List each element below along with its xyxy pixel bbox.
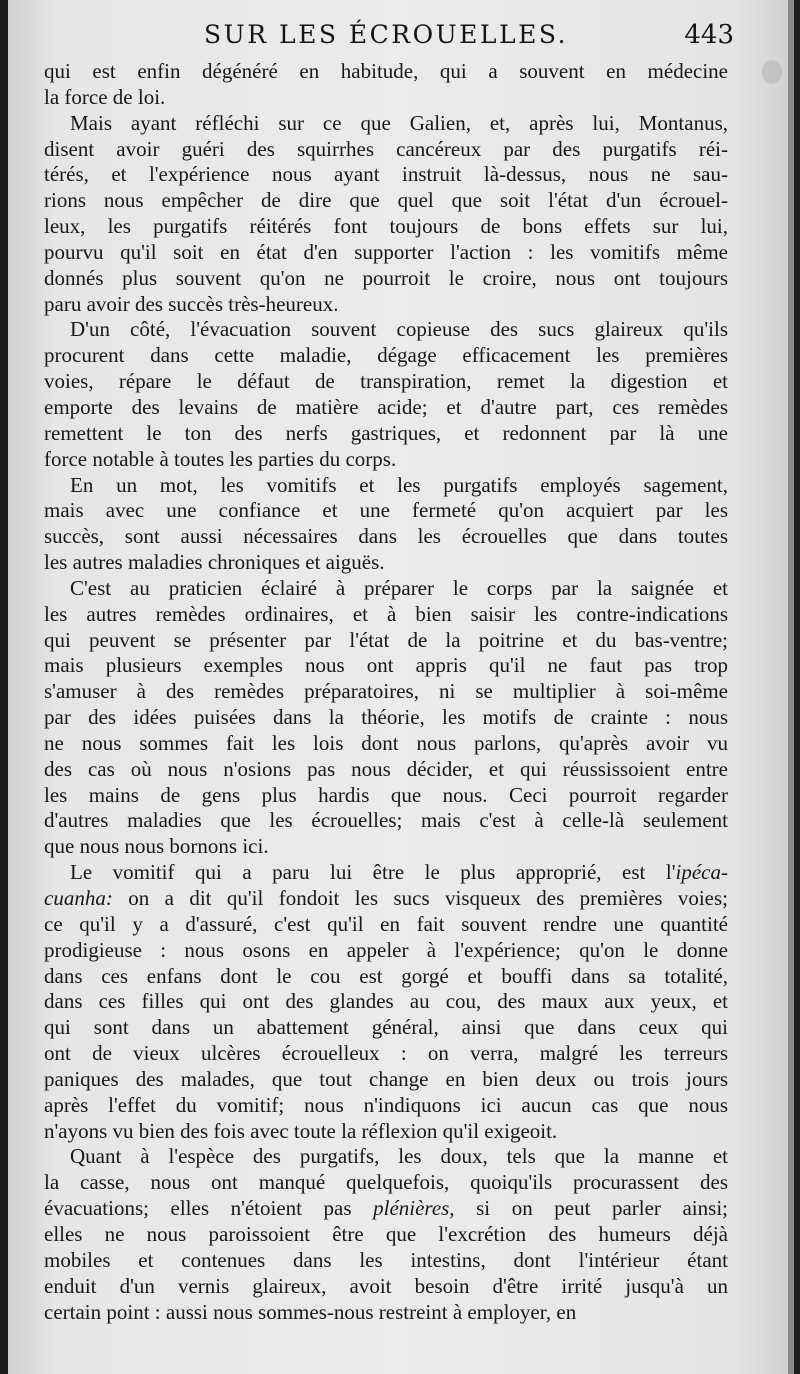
text-line: paru avoir des succès très-heureux. <box>44 291 339 316</box>
text-line: la force de loi. <box>44 84 166 109</box>
text-line: mais plusieurs exemples nous ont appris qu'il ne faut pas trop <box>44 653 728 678</box>
text-line: Mais ayant réfléchi sur ce que Galien, et, après lui, Montanus, <box>70 110 728 135</box>
text-line: pourvu qu'il soit en état d'en supporter l'action : les vomitifs même <box>44 239 728 264</box>
text-line: force notable à toutes les parties du corps. <box>44 446 397 471</box>
text-line: ce qu'il y a d'assuré, c'est qu'il en fait souvent rendre une quantité <box>44 911 728 936</box>
text-line: qui peuvent se présenter par l'état de la poitrine et du bas-ventre; <box>44 627 728 652</box>
text-line: après l'effet du vomitif; nous n'indiquons ici aucun cas que nous <box>44 1092 728 1117</box>
text-line: elles ne nous paroissoient être que l'excrétion des humeurs déjà <box>44 1221 728 1246</box>
text-line: mobiles et contenues dans les intestins, dont l'intérieur étant <box>44 1247 728 1272</box>
text-line: cuanha: on a dit qu'il fondoit les sucs visqueux des premières voies; <box>44 886 728 910</box>
page-number: 443 <box>684 20 734 50</box>
text-line: leux, les purgatifs réitérés font toujours de bons effets sur lui, <box>44 214 728 239</box>
ink-smudge <box>762 60 782 84</box>
text-line: disent avoir guéri des squirrhes cancéreux par des purgatifs réi- <box>44 136 728 161</box>
text-line: D'un côté, l'évacuation souvent copieuse des sucs glaireux qu'ils <box>70 317 728 342</box>
text-line: succès, sont aussi nécessaires dans les écrouelles que dans toutes <box>44 524 728 549</box>
text-line: mais avec une confiance et une fermeté qu'on acquiert par les <box>44 498 728 523</box>
text-line: que nous nous bornons ici. <box>44 834 269 859</box>
text-line: paniques des malades, que tout change en bien deux ou trois jours <box>44 1066 728 1091</box>
italic-term: cuanha: <box>44 886 113 910</box>
text-line: qui sont dans un abattement général, ainsi que dans ceux qui <box>44 1015 728 1040</box>
text-line: la casse, nous ont manqué quelquefois, quoiqu'ils procurassent des <box>44 1170 728 1195</box>
text-line: rions nous empêcher de dire que quel que soit l'état d'un écrouel- <box>44 188 728 213</box>
text-line: certain point : aussi nous sommes-nous restreint à employer, en <box>44 1299 577 1324</box>
text-line: n'ayons vu bien des fois avec toute la réflexion qu'il exigeoit. <box>44 1118 558 1143</box>
text-line: prodigieuse : nous osons en appeler à l'expérience; qu'on le donne <box>44 937 728 962</box>
text-line: d'autres maladies que les écrouelles; mais c'est à celle-là seulement <box>44 808 728 833</box>
text-line: ne nous sommes fait les lois dont nous parlons, qu'après avoir vu <box>44 730 728 755</box>
text-line: par des idées puisées dans la théorie, les motifs de crainte : nous <box>44 705 728 730</box>
text-line: qui est enfin dégénéré en habitude, qui a souvent en médecine <box>44 59 728 83</box>
text-line: voies, répare le défaut de transpiration, remet la digestion et <box>44 369 728 394</box>
text-line: les autres remèdes ordinaires, et à bien saisir les contre-indications <box>44 601 728 626</box>
body-text <box>44 59 728 1325</box>
running-title: SUR LES ÉCROUELLES. <box>204 20 569 49</box>
text-line: évacuations; elles n'étoient pas plénières, si on peut parler ainsi; <box>44 1196 728 1221</box>
italic-term: ipéca- <box>675 860 728 885</box>
text-line: des cas où nous n'osions pas nous décider, et qui réussissoient entre <box>44 756 728 781</box>
text-line: Le vomitif qui a paru lui être le plus approprié, est l'ipéca- <box>70 860 728 885</box>
text-line: En un mot, les vomitifs et les purgatifs employés sagement, <box>70 472 728 497</box>
text-line: s'amuser à des remèdes préparatoires, ni se multiplier à soi-même <box>44 679 728 704</box>
text-line: C'est au praticien éclairé à préparer le corps par la saignée et <box>70 575 728 600</box>
text-line: les mains de gens plus hardis que nous. Ceci pourroit regarder <box>44 782 728 807</box>
text-line: procurent dans cette maladie, dégage efficacement les premières <box>44 343 728 368</box>
text-line: les autres maladies chroniques et aiguës. <box>44 550 385 575</box>
text-line: ont de vieux ulcères écrouelleux : on verra, malgré les terreurs <box>44 1041 728 1066</box>
page-edge <box>788 0 794 1374</box>
book-page <box>8 0 794 1374</box>
text-line: emporte des levains de matière acide; et d'autre part, ces remèdes <box>44 394 728 419</box>
text-line: dans ces filles qui ont des glandes au cou, des maux aux yeux, et <box>44 989 728 1014</box>
text-line: remettent le ton des nerfs gastriques, et redonnent par là une <box>44 420 728 445</box>
text-line: enduit d'un vernis glaireux, avoit besoin d'être irrité jusqu'à un <box>44 1273 728 1298</box>
italic-term: plénières, <box>373 1196 455 1221</box>
text-line: donnés plus souvent qu'on ne pourroit le croire, nous ont toujours <box>44 265 728 290</box>
text-line: Quant à l'espèce des purgatifs, les doux, tels que la manne et <box>70 1144 728 1169</box>
text-line: dans ces enfans dont le cou est gorgé et bouffi dans sa totalité, <box>44 963 728 988</box>
running-head <box>44 14 734 58</box>
text-line: térés, et l'expérience nous ayant instruit là-dessus, nous ne sau- <box>44 162 728 187</box>
